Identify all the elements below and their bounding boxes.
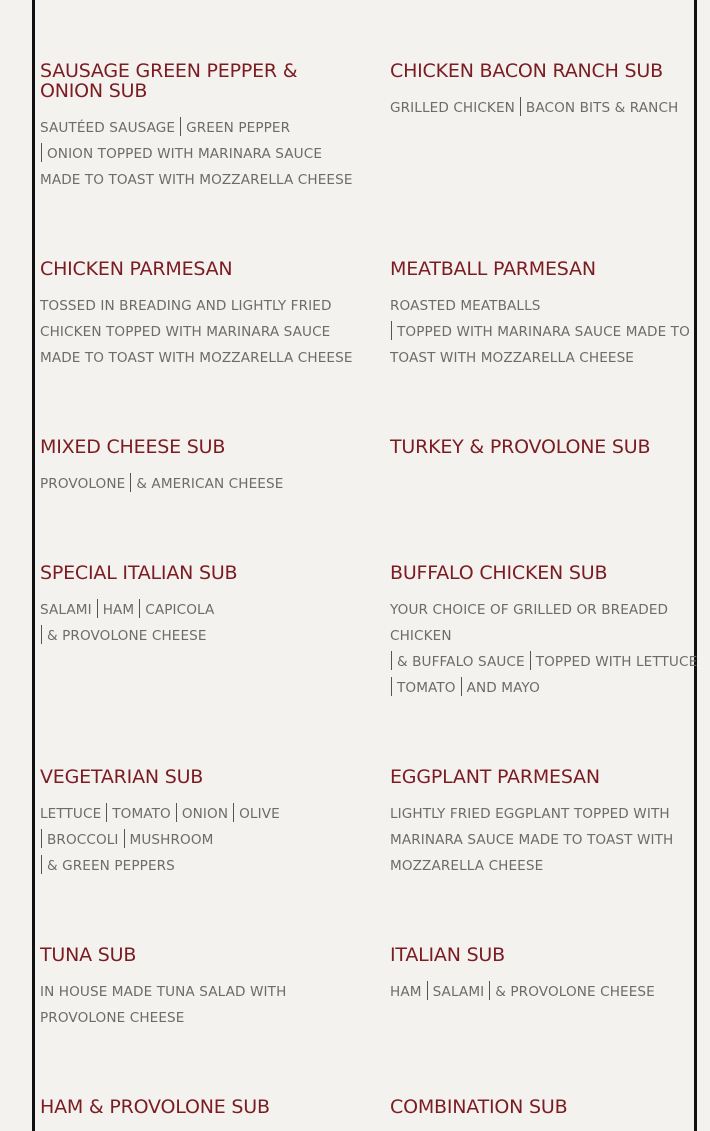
- item-title: BUFFALO CHICKEN SUB: [390, 562, 608, 584]
- item-description: SALAMI HAM CAPICOLA & PROVOLONE CHEESE: [40, 597, 340, 649]
- separator: [124, 829, 125, 848]
- item-title: SPECIAL ITALIAN SUB: [40, 562, 238, 584]
- item-title: MIXED CHEESE SUB: [40, 436, 226, 458]
- menu-item-vegetarian-sub: [40, 767, 340, 879]
- item-description: IN HOUSE MADE TUNA SALAD WITH PROVOLONE CHEESE: [40, 984, 287, 1026]
- menu-item-sausage-green-pepper-onion-sub: [40, 60, 353, 193]
- menu-item-eggplant-parmesan: [390, 767, 695, 879]
- separator: [41, 855, 42, 874]
- item-title: SAUSAGE GREEN PEPPER & ONION SUB: [40, 60, 298, 102]
- separator: [530, 651, 531, 670]
- menu-item-special-italian-sub: [40, 563, 340, 649]
- separator: [139, 599, 140, 618]
- separator: [427, 981, 428, 1000]
- menu-item-buffalo-chicken-sub: [390, 562, 698, 701]
- separator: [180, 117, 181, 136]
- menu-item-combination-sub: [390, 1097, 690, 1117]
- separator: [391, 677, 392, 696]
- menu-item-ham-provolone-sub: [40, 1097, 340, 1117]
- separator: [41, 625, 42, 644]
- separator: [391, 651, 392, 670]
- item-title: ITALIAN SUB: [390, 944, 505, 966]
- separator: [41, 829, 42, 848]
- item-title: TURKEY & PROVOLONE SUB: [390, 436, 651, 458]
- separator: [391, 321, 392, 340]
- separator: [233, 803, 234, 822]
- item-title: COMBINATION SUB: [390, 1096, 568, 1118]
- menu-item-meatball-parmesan: [390, 259, 695, 371]
- separator: [97, 599, 98, 618]
- separator: [176, 803, 177, 822]
- item-title: TUNA SUB: [40, 944, 137, 966]
- menu-item-tuna-sub: [40, 945, 340, 1031]
- separator: [520, 97, 521, 116]
- item-description: PROVOLONE & AMERICAN CHEESE: [40, 471, 340, 497]
- item-title: CHICKEN BACON RANCH SUB: [390, 60, 663, 82]
- separator: [130, 473, 131, 492]
- menu-item-chicken-parmesan: [40, 258, 353, 371]
- separator: [461, 677, 462, 696]
- item-title: HAM & PROVOLONE SUB: [40, 1096, 270, 1118]
- item-title: CHICKEN PARMESAN: [40, 258, 233, 280]
- menu-item-chicken-bacon-ranch-sub: [390, 61, 690, 121]
- item-description: LETTUCE TOMATO ONION OLIVE BROCCOLI MUSHROOM & GREEN PEPPERS: [40, 801, 340, 879]
- item-title: EGGPLANT PARMESAN: [390, 766, 600, 788]
- item-title: VEGETARIAN SUB: [40, 766, 204, 788]
- item-description: TOSSED IN BREADING AND LIGHTLY FRIED CHICKEN TOPPED WITH MARINARA SAUCE MADE TO TOAST WITH MOZZARELLA CHEESE: [40, 298, 353, 366]
- item-description: HAM SALAMI & PROVOLONE CHEESE: [390, 979, 690, 1005]
- menu-item-italian-sub: [390, 945, 690, 1005]
- menu-item-mixed-cheese-sub: [40, 437, 340, 497]
- separator: [41, 143, 42, 162]
- item-description: ROASTED MEATBALLS TOPPED WITH MARINARA SAUCE MADE TO TOAST WITH MOZZARELLA CHEESE: [390, 298, 690, 366]
- separator: [489, 981, 490, 1000]
- item-description: YOUR CHOICE OF GRILLED OR BREADED CHICKEN & BUFFALO SAUCE TOPPED WITH LETTUCE TOMATO AND MAYO: [390, 602, 698, 696]
- item-title: MEATBALL PARMESAN: [390, 258, 596, 280]
- item-description: SAUTÉED SAUSAGE GREEN PEPPER ONION TOPPED WITH MARINARA SAUCE MADE TO TOAST WITH MOZZARELLA CHEESE: [40, 115, 345, 193]
- menu-item-turkey-provolone-sub: [390, 437, 690, 457]
- item-description: GRILLED CHICKEN BACON BITS & RANCH: [390, 95, 690, 121]
- item-description: LIGHTLY FRIED EGGPLANT TOPPED WITH MARINARA SAUCE MADE TO TOAST WITH MOZZARELLA CHEESE: [390, 806, 674, 874]
- page-border-left: [32, 0, 35, 1131]
- separator: [106, 803, 107, 822]
